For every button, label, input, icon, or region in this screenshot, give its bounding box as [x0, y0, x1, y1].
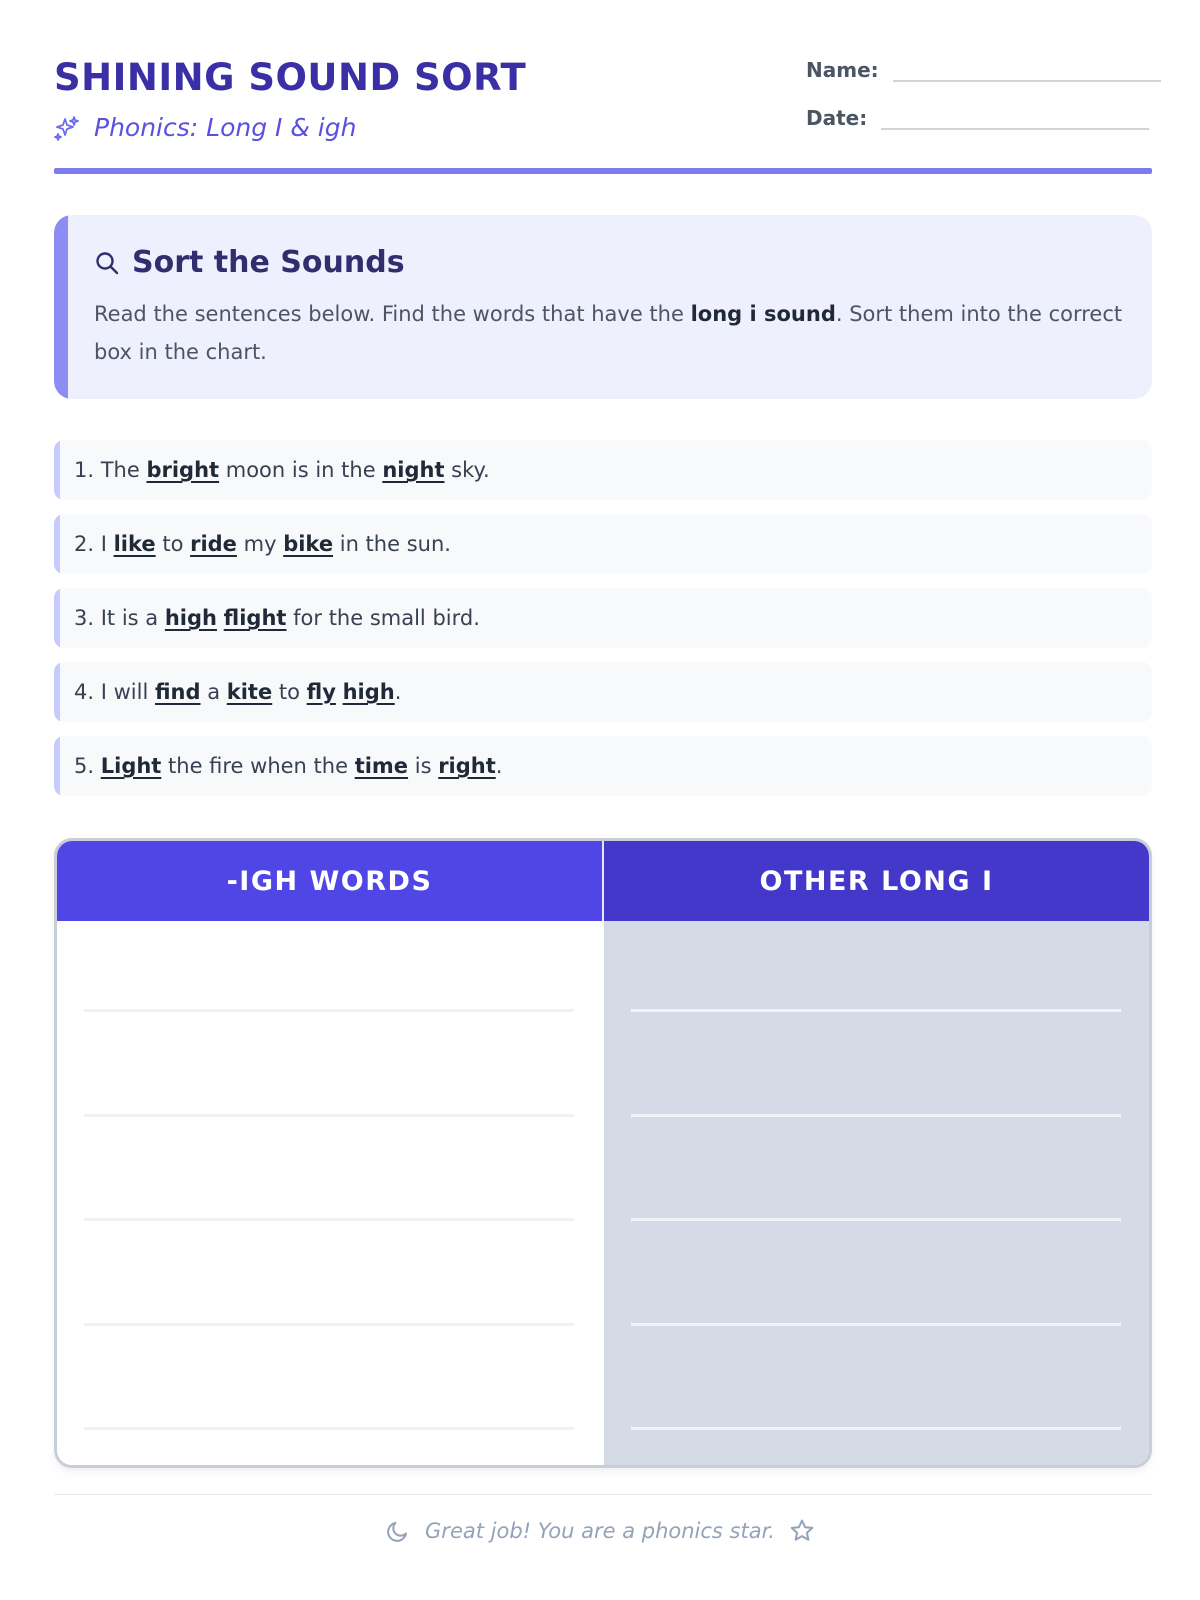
- instructions-text: [94, 295, 1124, 371]
- sentence-fragment: the fire when the: [161, 754, 355, 778]
- sparkle-icon: [54, 115, 80, 141]
- sentence-fragment: [336, 680, 343, 704]
- worksheet-header: [54, 52, 1152, 176]
- igh-words-column: [57, 841, 602, 1465]
- writing-line[interactable]: [84, 1323, 574, 1326]
- star-icon: [789, 1518, 815, 1544]
- sentence-number: 5.: [74, 754, 95, 778]
- long-i-word: bright: [146, 458, 220, 482]
- sentence-item: [54, 514, 1152, 574]
- name-field: [806, 58, 1161, 82]
- sentence-fragment: moon is in the: [219, 458, 383, 482]
- instructions-title: Sort the Sounds: [132, 245, 405, 280]
- long-i-word: ride: [190, 532, 237, 556]
- sentence-fragment: for the small bird.: [286, 606, 480, 630]
- sentence-fragment: a: [200, 680, 227, 704]
- sentence-text: [74, 440, 490, 500]
- sentence-number: 4.: [74, 680, 95, 704]
- sentence-fragment: my: [236, 532, 284, 556]
- sentence-fragment: sky.: [444, 458, 490, 482]
- writing-line[interactable]: [84, 1427, 574, 1430]
- footer-text: Great job! You are a phonics star.: [425, 1519, 775, 1543]
- sentence-item: [54, 440, 1152, 500]
- writing-line[interactable]: [631, 1427, 1121, 1430]
- sort-chart: [54, 838, 1152, 1468]
- long-i-word: fly: [306, 680, 336, 704]
- writing-line[interactable]: [631, 1218, 1121, 1221]
- sentence-text: [74, 662, 401, 722]
- writing-line[interactable]: [631, 1114, 1121, 1117]
- sentence-text: [74, 736, 502, 796]
- sentence-fragment: The: [100, 458, 147, 482]
- sentence-text: [74, 588, 480, 648]
- date-field: [806, 106, 1149, 130]
- sentence-number: 1.: [74, 458, 95, 482]
- footer-divider: [54, 1494, 1152, 1495]
- sentence-item: [54, 588, 1152, 648]
- long-i-word: right: [438, 754, 496, 778]
- sentence-item: [54, 662, 1152, 722]
- sentence-list: [54, 440, 1152, 810]
- page-title: SHINING SOUND SORT: [54, 56, 527, 99]
- sentence-fragment: in the sun.: [333, 532, 451, 556]
- instructions-text-bold: long i sound: [690, 302, 836, 326]
- sentence-fragment: to: [155, 532, 191, 556]
- sentence-fragment: It is a: [100, 606, 165, 630]
- sentence-fragment: I will: [100, 680, 155, 704]
- sentence-fragment: I: [100, 532, 114, 556]
- long-i-word: flight: [223, 606, 287, 630]
- sentence-number: 3.: [74, 606, 95, 630]
- long-i-word: kite: [226, 680, 273, 704]
- other-long-i-column: [604, 841, 1149, 1465]
- instructions-heading: [94, 245, 405, 280]
- instructions-box: [54, 215, 1152, 399]
- long-i-word: bike: [283, 532, 334, 556]
- long-i-word: night: [382, 458, 445, 482]
- instructions-text-start: Read the sentences below. Find the words that have the: [94, 302, 691, 326]
- long-i-word: high: [342, 680, 395, 704]
- moon-icon: [385, 1518, 411, 1544]
- subtitle-text: Phonics: Long I & igh: [94, 113, 357, 142]
- writing-line[interactable]: [84, 1009, 574, 1012]
- instructions-text-end: . Sort them into the correct box in the chart.: [94, 302, 1123, 364]
- writing-line[interactable]: [84, 1114, 574, 1117]
- sentence-text: [74, 514, 451, 574]
- writing-line[interactable]: [631, 1009, 1121, 1012]
- sentence-fragment: [217, 606, 224, 630]
- search-icon: [94, 250, 120, 276]
- long-i-word: Light: [100, 754, 162, 778]
- sentence-fragment: .: [394, 680, 402, 704]
- writing-line[interactable]: [84, 1218, 574, 1221]
- subtitle: [54, 113, 356, 142]
- igh-words-header: -IGH WORDS: [57, 841, 602, 921]
- sentence-fragment: to: [272, 680, 307, 704]
- sentence-item: [54, 736, 1152, 796]
- name-line[interactable]: [893, 60, 1161, 82]
- long-i-word: high: [164, 606, 217, 630]
- sentence-fragment: is: [408, 754, 439, 778]
- long-i-word: find: [154, 680, 201, 704]
- name-label: Name:: [806, 58, 879, 82]
- instructions-accent-bar: [54, 215, 68, 399]
- long-i-word: time: [354, 754, 409, 778]
- date-label: Date:: [806, 106, 868, 130]
- long-i-word: like: [113, 532, 156, 556]
- sentence-number: 2.: [74, 532, 95, 556]
- date-line[interactable]: [881, 108, 1149, 130]
- footer: [0, 1518, 1200, 1544]
- other-long-i-header: OTHER LONG I: [604, 841, 1149, 921]
- header-divider: [54, 168, 1152, 174]
- writing-line[interactable]: [631, 1323, 1121, 1326]
- sentence-fragment: .: [495, 754, 503, 778]
